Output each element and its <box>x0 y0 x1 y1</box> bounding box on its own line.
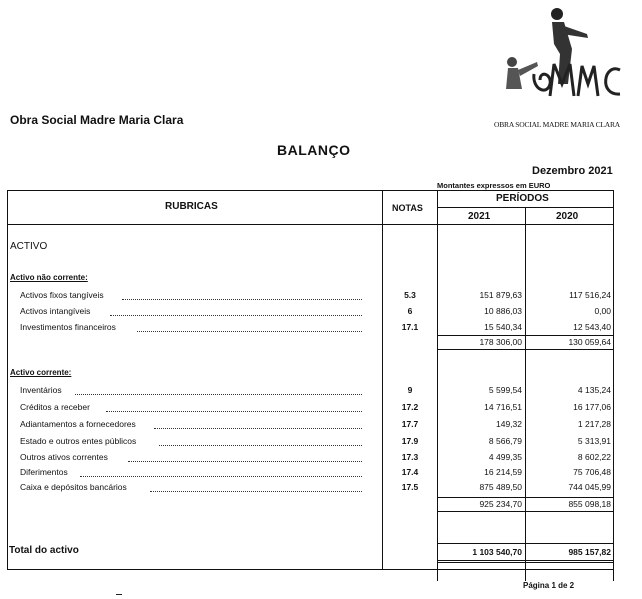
column-header-periodos: PERÍODOS <box>496 193 549 204</box>
row-label: Créditos a receber <box>20 402 90 412</box>
row-value-2020: 1 217,28 <box>577 419 611 429</box>
row-note: 17.3 <box>401 452 419 462</box>
logo-caption: OBRA SOCIAL MADRE MARIA CLARA <box>494 120 621 129</box>
row-value-2020: 8 602,22 <box>577 452 611 462</box>
currency-note: Montantes expressos em EURO <box>437 181 551 190</box>
section-current-title: Activo corrente: <box>10 368 72 377</box>
column-header-notas: NOTAS <box>392 203 423 213</box>
row-value-2021: 16 214,59 <box>484 467 522 477</box>
organization-name: Obra Social Madre Maria Clara <box>10 113 184 127</box>
row-value-2021: 8 566,79 <box>488 436 522 446</box>
current-subtotal-2020: 855 098,18 <box>568 499 611 509</box>
total-value-2020: 985 157,82 <box>568 547 611 557</box>
row-value-2020: 0,00 <box>594 306 611 316</box>
row-label: Investimentos financeiros <box>20 322 116 332</box>
row-value-2021: 5 599,54 <box>488 385 522 395</box>
row-note: 17.2 <box>401 402 419 412</box>
row-label: Caixa e depósitos bancários <box>20 482 127 492</box>
report-date: Dezembro 2021 <box>532 165 613 177</box>
column-header-2020: 2020 <box>556 211 579 222</box>
stray-mark <box>116 594 122 595</box>
section-activo: ACTIVO <box>10 241 48 252</box>
row-value-2021: 10 886,03 <box>484 306 522 316</box>
page-number: Página 1 de 2 <box>523 581 575 590</box>
row-note: 9 <box>407 385 413 395</box>
total-label: Total do activo <box>9 545 79 556</box>
row-label: Outros ativos correntes <box>20 452 108 462</box>
row-value-2021: 4 499,35 <box>488 452 522 462</box>
row-value-2021: 14 716,51 <box>484 402 522 412</box>
section-non-current-title: Activo não corrente: <box>10 273 88 282</box>
row-note: 17.5 <box>401 482 419 492</box>
row-label: Estado e outros entes públicos <box>20 436 137 446</box>
row-value-2020: 75 706,48 <box>573 467 611 477</box>
column-header-2021: 2021 <box>468 211 491 222</box>
row-value-2020: 12 543,40 <box>573 322 611 332</box>
organization-logo <box>492 4 632 134</box>
row-label: Inventários <box>20 385 62 395</box>
row-note: 6 <box>407 306 413 316</box>
page-title: BALANÇO <box>277 142 351 158</box>
column-header-rubricas: RUBRICAS <box>165 201 218 212</box>
row-label: Activos fixos tangíveis <box>20 290 104 300</box>
row-label: Diferimentos <box>20 467 68 477</box>
row-value-2021: 875 489,50 <box>479 482 522 492</box>
row-note: 17.7 <box>401 419 419 429</box>
row-value-2020: 744 045,99 <box>568 482 611 492</box>
row-note: 5.3 <box>404 290 416 300</box>
row-label: Adiantamentos a fornecedores <box>20 419 136 429</box>
row-value-2020: 4 135,24 <box>577 385 611 395</box>
row-value-2021: 151 879,63 <box>479 290 522 300</box>
total-value-2021: 1 103 540,70 <box>472 547 522 557</box>
row-label: Activos intangíveis <box>20 306 91 316</box>
non-current-subtotal-2020: 130 059,64 <box>568 337 611 347</box>
row-note: 17.9 <box>401 436 419 446</box>
row-value-2020: 5 313,91 <box>577 436 611 446</box>
non-current-subtotal-2021: 178 306,00 <box>479 337 522 347</box>
row-note: 17.1 <box>401 322 419 332</box>
row-value-2020: 117 516,24 <box>569 290 611 300</box>
row-value-2021: 15 540,34 <box>484 322 522 332</box>
current-subtotal-2021: 925 234,70 <box>479 499 522 509</box>
row-value-2021: 149,32 <box>496 419 522 429</box>
row-note: 17.4 <box>401 467 419 477</box>
row-value-2020: 16 177,06 <box>573 402 611 412</box>
